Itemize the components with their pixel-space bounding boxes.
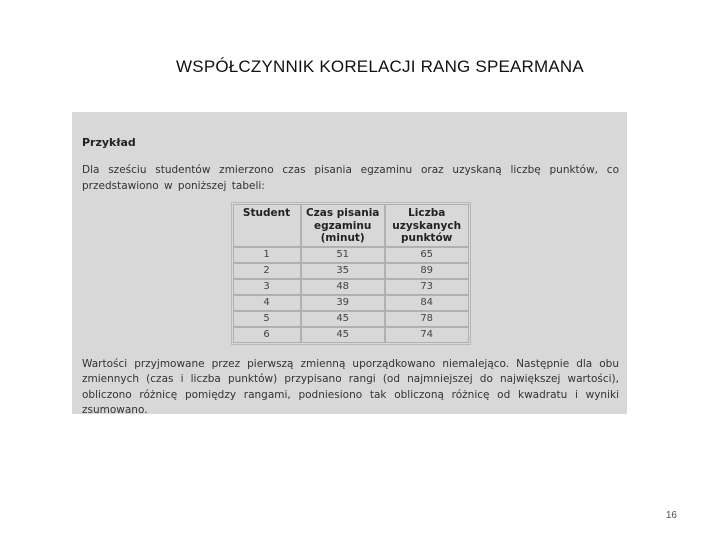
cell-time: 48 [301,279,385,295]
example-conclusion-text: Wartości przyjmowane przez pierwszą zmienną uporządkowano niemalejąco. Następnie dla obu zmiennych (czas i liczba punktów) przypisano rangi (od najmniejszej do największej wartości), obliczono różnicę pomiędzy rangami, podniesiono tak obliczoną różnicę od kwadratu i wyniki zsumowano. [82,357,619,416]
cell-points: 84 [385,295,469,311]
cell-time: 45 [301,311,385,327]
table-row [233,263,469,279]
table-row [233,279,469,295]
cell-points: 78 [385,311,469,327]
data-table-frame [231,202,471,345]
cell-student: 3 [233,279,301,295]
cell-time: 35 [301,263,385,279]
example-intro-text: Dla sześciu studentów zmierzono czas pisania egzaminu oraz uzyskaną liczbę punktów, co przedstawiono w poniższej tabeli: [82,164,619,192]
table-row [233,327,469,343]
header-exam-time: Czas pisania egzaminu (minut) [301,204,385,247]
cell-time: 51 [301,247,385,263]
table-row [233,247,469,263]
cell-student: 6 [233,327,301,343]
cell-points: 89 [385,263,469,279]
table-row [233,295,469,311]
cell-time: 45 [301,327,385,343]
cell-points: 73 [385,279,469,295]
table-header-row [233,204,469,247]
cell-points: 65 [385,247,469,263]
data-table [233,204,469,343]
header-points: Liczba uzyskanych punktów [385,204,469,247]
example-panel [72,112,627,414]
page-number: 16 [665,510,677,521]
table-row [233,311,469,327]
cell-student: 5 [233,311,301,327]
slide-title: WSPÓŁCZYNNIK KORELACJI RANG SPEARMANA [176,57,584,76]
example-heading: Przykład [82,136,136,149]
cell-student: 2 [233,263,301,279]
cell-student: 1 [233,247,301,263]
cell-student: 4 [233,295,301,311]
cell-points: 74 [385,327,469,343]
cell-time: 39 [301,295,385,311]
header-student: Student [233,204,301,247]
